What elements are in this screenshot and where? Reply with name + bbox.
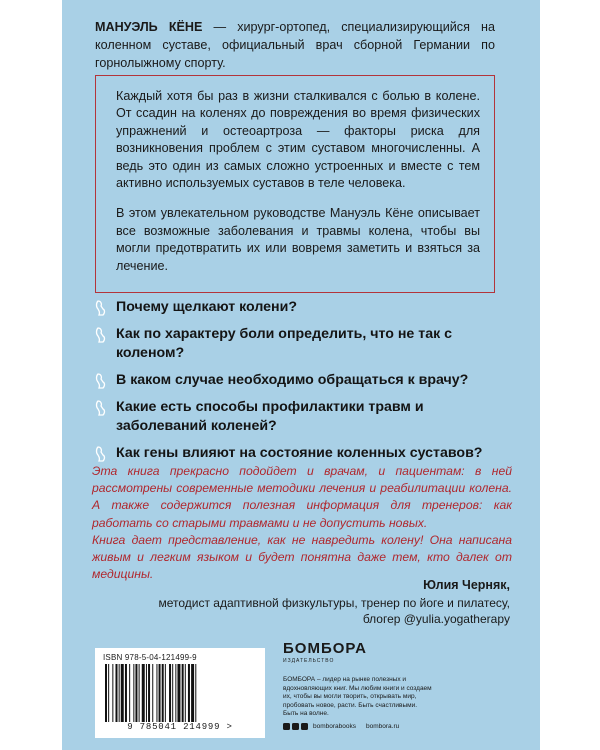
leg-icon xyxy=(94,300,108,316)
publisher-about: БОМБОРА – лидер на рынке полезных и вдохновляющих книг. Мы любим книги и создаем их, чтобы вы могли творить, открывать мир, пробовать новое, расти. Быть счастливыми. Быть на волне. xyxy=(283,676,432,718)
question-item xyxy=(92,371,512,390)
barcode-block xyxy=(95,648,265,738)
vk-icon xyxy=(292,723,299,730)
barcode xyxy=(103,664,257,722)
author-bio xyxy=(95,18,495,72)
question-text: Какие есть способы профилактики травм и заболеваний коленей? xyxy=(116,399,424,434)
question-item xyxy=(92,398,512,436)
reviewer-name: Юлия Черняк, xyxy=(423,578,510,592)
author-name: МАНУЭЛЬ КЁНЕ xyxy=(95,20,203,34)
social-handle[interactable]: bomborabooks xyxy=(313,722,356,730)
question-item xyxy=(92,298,512,317)
description-paragraph-1: Каждый хотя бы раз в жизни сталкивался с болью в колене. От ссадин на коленях до повреждения во время физических упражнений и остеоартроза — факторы риска для возникновения проблем с этим суставом многочисленны. А ведь это один из самых сложно устроенных и вместе с тем активно используемых суставов в теле человека. xyxy=(116,89,480,191)
leg-icon xyxy=(94,400,108,416)
leg-icon xyxy=(94,327,108,343)
question-item xyxy=(92,325,512,363)
publisher-social xyxy=(283,723,503,730)
publisher-logo: БОМБОРА xyxy=(283,640,367,657)
description-frame xyxy=(95,75,495,293)
review-text-2: Книга дает представление, как не навредить колену! Она написана живым и легким языком и будет понятна даже тем, кто далек от медицины. xyxy=(92,532,512,582)
question-item xyxy=(92,444,512,463)
description-paragraph-2: В этом увлекательном руководстве Мануэль Кёне описывает все возможные заболевания и травмы колена, чтобы вы могли предотвратить их или вовремя заметить и взяться за лечение. xyxy=(116,206,480,273)
leg-icon xyxy=(94,446,108,462)
review-quote xyxy=(92,463,512,583)
facebook-icon xyxy=(283,723,290,730)
instagram-icon xyxy=(301,723,308,730)
question-text: Как по характеру боли определить, что не так с коленом? xyxy=(116,326,453,361)
reviewer-role: методист адаптивной физкультуры, тренер по йоге и пилатесу, блогер @yulia.yogatherapy xyxy=(158,596,510,626)
question-text: Как гены влияют на состояние коленных суставов? xyxy=(116,445,483,461)
barcode-digits: 9 785041 214999 > xyxy=(127,722,233,732)
leg-icon xyxy=(94,373,108,389)
question-text: Почему щелкают колени? xyxy=(116,299,298,315)
publisher-subtitle: ИЗДАТЕЛЬСТВО xyxy=(283,658,335,664)
question-text: В каком случае необходимо обращаться к врачу? xyxy=(116,372,469,388)
isbn-label: ISBN 978-5-04-121499-9 xyxy=(103,653,197,662)
question-list xyxy=(92,298,512,471)
review-text-1: Эта книга прекрасно подойдет и врачам, и пациентам: в ней рассмотрены современные методики лечения и реабилитации колена. А также содержится полезная информация для тренеров: как работать со старыми травмами и не допустить новых. xyxy=(92,464,512,530)
publisher-site[interactable]: bombora.ru xyxy=(366,722,400,730)
author-description: — хирург-ортопед, специализирующийся на коленном суставе, официальный врач сборной Германии по горнолыжному спорту. xyxy=(95,20,495,70)
publisher-block xyxy=(283,640,503,730)
